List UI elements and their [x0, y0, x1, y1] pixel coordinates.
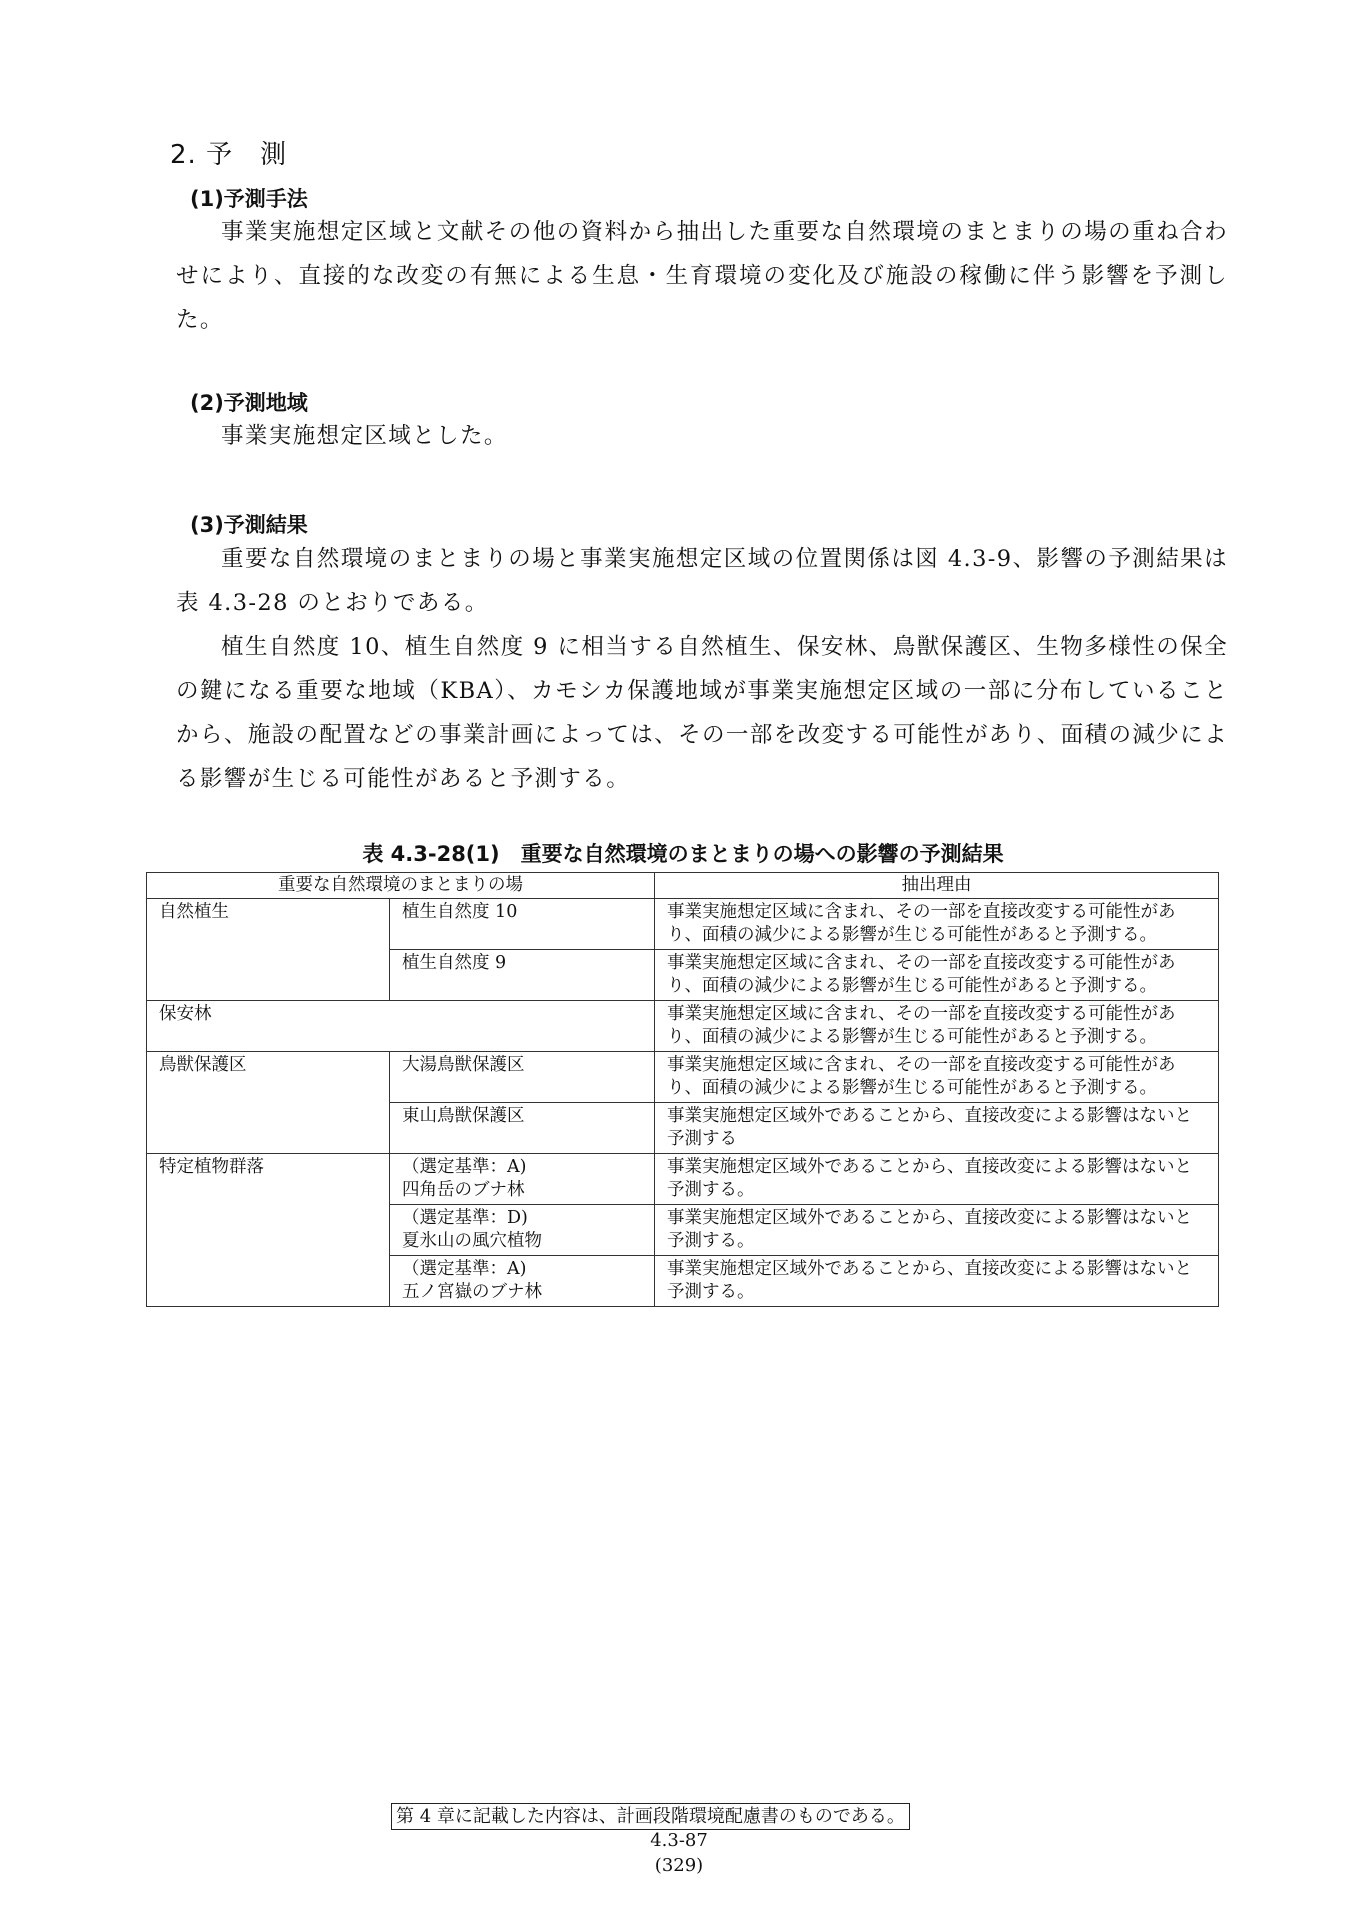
reason-cell: 事業実施想定区域に含まれ、その一部を直接改変する可能性があり、面積の減少による影響が生じる可能性があると予測する。	[655, 950, 1219, 1001]
reason-cell: 事業実施想定区域外であることから、直接改変による影響はないと予測する。	[655, 1205, 1219, 1256]
category-cell: 鳥獣保護区	[147, 1052, 390, 1154]
category-cell: 特定植物群落	[147, 1154, 390, 1307]
area-paragraph: 事業実施想定区域とした。	[221, 423, 508, 449]
subsection-title-area: (2)予測地域	[190, 391, 308, 415]
reason-cell: 事業実施想定区域外であることから、直接改変による影響はないと予測する	[655, 1103, 1219, 1154]
subcategory-cell: 植生自然度 10	[390, 899, 655, 950]
subsection-title-result: (3)予測結果	[190, 513, 308, 537]
subcategory-cell	[390, 1154, 655, 1205]
reason-cell: 事業実施想定区域外であることから、直接改変による影響はないと予測する。	[655, 1154, 1219, 1205]
community-name: 四角岳のブナ林	[402, 1180, 525, 1200]
reason-cell: 事業実施想定区域に含まれ、その一部を直接改変する可能性があり、面積の減少による影響が生じる可能性があると予測する。	[655, 1001, 1219, 1052]
page-total: (329)	[654, 1855, 704, 1876]
subsection-title-method: (1)予測手法	[190, 187, 308, 211]
community-name: 五ノ宮嶽のブナ林	[402, 1282, 542, 1302]
table-header-row	[147, 873, 1219, 899]
footer-note: 第 4 章に記載した内容は、計画段階環境配慮書のものである。	[391, 1803, 910, 1830]
subcategory-cell: 植生自然度 9	[390, 950, 655, 1001]
method-paragraph: 事業実施想定区域と文献その他の資料から抽出した重要な自然環境のまとまりの場の重ね合わせにより、直接的な改変の有無による生息・生育環境の変化及び施設の稼働に伴う影響を予測した。	[176, 219, 1228, 333]
page-number: 4.3-87	[650, 1830, 708, 1851]
result-paragraph-1: 重要な自然環境のまとまりの場と事業実施想定区域の位置関係は図 4.3-9、影響の予測結果は表 4.3-28 のとおりである。	[176, 546, 1228, 616]
header-reason: 抽出理由	[655, 873, 1219, 899]
prediction-results-table	[146, 872, 1219, 1307]
category-cell: 保安林	[147, 1001, 655, 1052]
subcategory-cell: 東山鳥獣保護区	[390, 1103, 655, 1154]
table-row	[147, 1154, 1219, 1205]
table-row	[147, 899, 1219, 950]
community-name: 夏氷山の風穴植物	[402, 1231, 542, 1251]
table-row	[147, 1001, 1219, 1052]
reason-cell: 事業実施想定区域に含まれ、その一部を直接改変する可能性があり、面積の減少による影響が生じる可能性があると予測する。	[655, 899, 1219, 950]
table-caption: 表 4.3-28(1) 重要な自然環境のまとまりの場への影響の予測結果	[362, 842, 1004, 866]
selection-criteria: （選定基準：D)	[402, 1208, 528, 1228]
subcategory-cell: 大湯鳥獣保護区	[390, 1052, 655, 1103]
reason-cell: 事業実施想定区域に含まれ、その一部を直接改変する可能性があり、面積の減少による影響が生じる可能性があると予測する。	[655, 1052, 1219, 1103]
subcategory-cell	[390, 1205, 655, 1256]
section-title: 2. 予 測	[170, 140, 288, 170]
subcategory-cell	[390, 1256, 655, 1307]
table-row	[147, 1052, 1219, 1103]
selection-criteria: （選定基準：A)	[402, 1259, 527, 1279]
category-cell: 自然植生	[147, 899, 390, 1001]
result-paragraph-2: 植生自然度 10、植生自然度 9 に相当する自然植生、保安林、鳥獣保護区、生物多様性の保全の鍵になる重要な地域（KBA）、カモシカ保護地域が事業実施想定区域の一部に分布していることから、施設の配置などの事業計画によっては、その一部を改変する可能性があり、面積の減少による影響が生じる可能性があると予測する。	[176, 634, 1228, 792]
selection-criteria: （選定基準：A)	[402, 1157, 527, 1177]
header-place: 重要な自然環境のまとまりの場	[147, 873, 655, 899]
reason-cell: 事業実施想定区域外であることから、直接改変による影響はないと予測する。	[655, 1256, 1219, 1307]
